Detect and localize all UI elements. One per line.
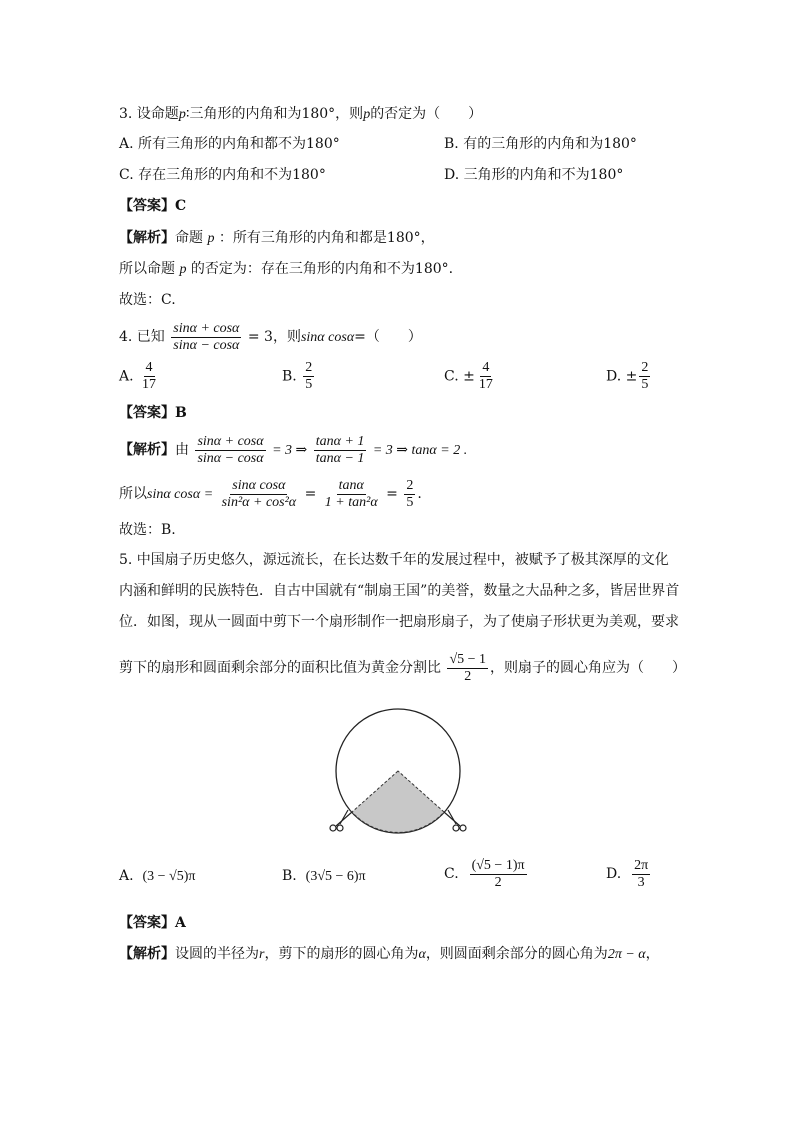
q5-line4-pre: 剪下的扇形和圆面剩余部分的面积比值为黄金分割比 [119, 660, 441, 676]
q4-d-den: 5 [641, 377, 649, 392]
q4-a2-expr: sinα cosα = [147, 487, 214, 502]
q4-c-sign: ± [463, 368, 475, 385]
q5-gold-num: √5 − 1 [449, 651, 487, 667]
q5-option-b [282, 866, 366, 887]
q4-a2-frac3 [404, 478, 415, 511]
q5-line-2: 内涵和鲜明的民族特色．自古中国就有“制扇王国”的美誉，数量之大品种之多，皆居世界首 [119, 583, 680, 599]
q4-a2-f2d: 1 + tan²α [324, 494, 378, 510]
q3-stem-pre: 3. 设命题 [119, 106, 179, 122]
q5-c-den: 2 [494, 874, 502, 890]
q4-a2-f2n: tanα [338, 477, 364, 493]
q4-a1-f1d: sinα − cosα [197, 450, 264, 466]
q3-option-d: D. 三角形的内角和不为180° [444, 167, 624, 183]
q4-d-frac [639, 360, 650, 393]
q4-c-label: C. [444, 368, 459, 385]
q3-option-a: A. 所有三角形的内角和都不为180° [119, 136, 340, 152]
q4-d-num: 2 [641, 360, 649, 375]
q4-option-a [119, 360, 160, 393]
q4-c-frac [477, 360, 495, 393]
q5-d-frac [632, 858, 650, 891]
q3-analysis-1a: 命题 [175, 230, 203, 246]
q4-c-den: 17 [478, 377, 493, 392]
q5-d-num: 2π [634, 857, 649, 873]
left-scissors-icon [330, 810, 352, 831]
q4-a1-eq1: = 3 ⇒ [272, 443, 308, 458]
q4-frac-num: sinα + cosα [173, 320, 240, 336]
q5-d-label: D. [606, 866, 622, 882]
q5-answer: 【答案】A [119, 915, 186, 931]
q5-line-4 [119, 648, 686, 688]
q4-stem-expr: sinα cosα [300, 330, 355, 345]
q4-analysis-1 [119, 432, 467, 469]
q3-option-b: B. 有的三角形的内角和为180° [444, 136, 637, 152]
q5-option-d [606, 852, 652, 896]
q5-line-1: 5. 中国扇子历史悠久，源远流长，在长达数千年的发展过程中，被赋予了极其深厚的文化 [119, 552, 669, 568]
q5-analysis-label: 【解析】 [119, 946, 175, 962]
q5-c-label: C. [444, 866, 459, 882]
q4-answer: 【答案】B [119, 405, 187, 421]
q3-stem [119, 104, 482, 125]
q4-a2-frac1 [220, 478, 299, 511]
q4-a1-frac2 [314, 434, 367, 467]
q4-d-sign: ± [625, 368, 638, 385]
q5-analysis-1b: ，剪下的扇形的圆心角为 [264, 946, 419, 962]
q5-analysis-expr: 2π − α [607, 947, 646, 962]
right-scissors-icon [444, 810, 466, 831]
q4-a-num: 4 [145, 360, 153, 375]
q5-gold-den: 2 [464, 668, 472, 684]
q3-analysis-1b: ：所有三角形的内角和都是180°， [218, 230, 435, 246]
q5-option-a [119, 866, 195, 887]
q5-d-den: 3 [637, 874, 645, 890]
q5-golden-ratio [447, 652, 488, 685]
q3-choose: 故选：C. [119, 292, 176, 308]
q4-a2-eq1: = [304, 486, 317, 502]
q4-option-d [606, 360, 652, 393]
q4-a1-f1n: sinα + cosα [197, 433, 264, 449]
q4-b-frac [303, 360, 314, 393]
q5-option-c [444, 852, 529, 896]
q4-a2-pre: 所以 [119, 486, 147, 502]
q3-p: p [178, 107, 186, 122]
q3-analysis-2 [119, 259, 453, 280]
q4-a2-f1d: sin²α + cos²α [221, 494, 297, 510]
q4-a1-eq2: = 3 ⇒ tanα = 2 . [372, 443, 468, 458]
q4-stem-pre: 4. 已知 [119, 329, 165, 345]
q4-analysis-label: 【解析】 [119, 442, 175, 458]
q3-analysis-label: 【解析】 [119, 230, 175, 246]
q5-analysis-1c: ，则圆面剩余部分的圆心角为 [425, 946, 608, 962]
q4-a2-f1n: sinα cosα [232, 477, 286, 493]
q5-analysis-1a: 设圆的半径为 [175, 946, 259, 962]
q5-line-3: 位．如图，现从一圆面中剪下一个扇形制作一把扇形扇子，为了使扇子形状更为美观，要求 [119, 614, 679, 630]
q3-analysis-2b: 的否定为：存在三角形的内角和不为180°. [190, 261, 454, 277]
q4-a2-f3d: 5 [406, 494, 414, 510]
q4-stem-eq: = 3，则 [247, 329, 301, 345]
q5-line4-post: ，则扇子的圆心角应为（ ） [490, 660, 687, 676]
q5-analysis-1 [119, 944, 660, 965]
q3-stem-mid: ∶三角形的内角和为180°，则 [185, 106, 364, 122]
q4-a2-f3n: 2 [406, 477, 414, 493]
q4-analysis-2 [119, 476, 422, 513]
q5-a-text: (3 − √5)π [142, 869, 196, 884]
q4-c-num: 4 [482, 360, 490, 375]
q3-stem-post: 的否定为（ ） [370, 106, 483, 122]
q3-analysis-2a: 所以命题 [119, 261, 175, 277]
q4-frac-den: sinα − cosα [173, 337, 240, 353]
q3-option-c: C. 存在三角形的内角和不为180° [119, 167, 326, 183]
q4-a2-end: . [417, 486, 422, 502]
q3-answer: 【答案】C [119, 198, 187, 214]
q4-stem [119, 320, 422, 355]
q4-stem-post: =（ ） [354, 329, 422, 345]
q5-analysis-alpha: α [418, 947, 426, 962]
q5-a-label: A. [119, 868, 134, 884]
q4-b-label: B. [282, 368, 297, 385]
q4-b-den: 5 [305, 377, 313, 392]
q4-a1-f2d: tanα − 1 [315, 450, 365, 466]
q4-option-b [282, 360, 316, 393]
q4-d-label: D. [606, 368, 622, 385]
q4-b-num: 2 [305, 360, 313, 375]
q4-choose: 故选：B. [119, 522, 176, 538]
q3-analysis-1 [119, 228, 435, 249]
q4-a1-f2n: tanα + 1 [315, 433, 365, 449]
q3-p2: p [363, 107, 371, 122]
q4-a1-pre: 由 [175, 442, 189, 458]
q4-a2-eq2: = [386, 486, 398, 502]
q3-p3: p [207, 231, 215, 246]
q4-a2-frac2 [323, 478, 380, 511]
q5-b-label: B. [282, 868, 297, 884]
q5-analysis-end: ， [645, 946, 660, 962]
q5-analysis-r: r [259, 947, 265, 962]
q4-a-frac [140, 360, 158, 393]
q5-c-num: (√5 − 1)π [471, 857, 525, 873]
q3-p4: p [179, 262, 187, 277]
q4-a-label: A. [119, 368, 134, 385]
q5-c-frac [470, 858, 527, 891]
q4-a1-frac1 [195, 434, 265, 467]
fan-diagram [318, 700, 478, 840]
q4-option-c [444, 360, 497, 393]
q5-b-text: (3√5 − 6)π [305, 869, 366, 884]
q4-a-den: 17 [142, 377, 157, 392]
q4-stem-frac [171, 321, 241, 354]
